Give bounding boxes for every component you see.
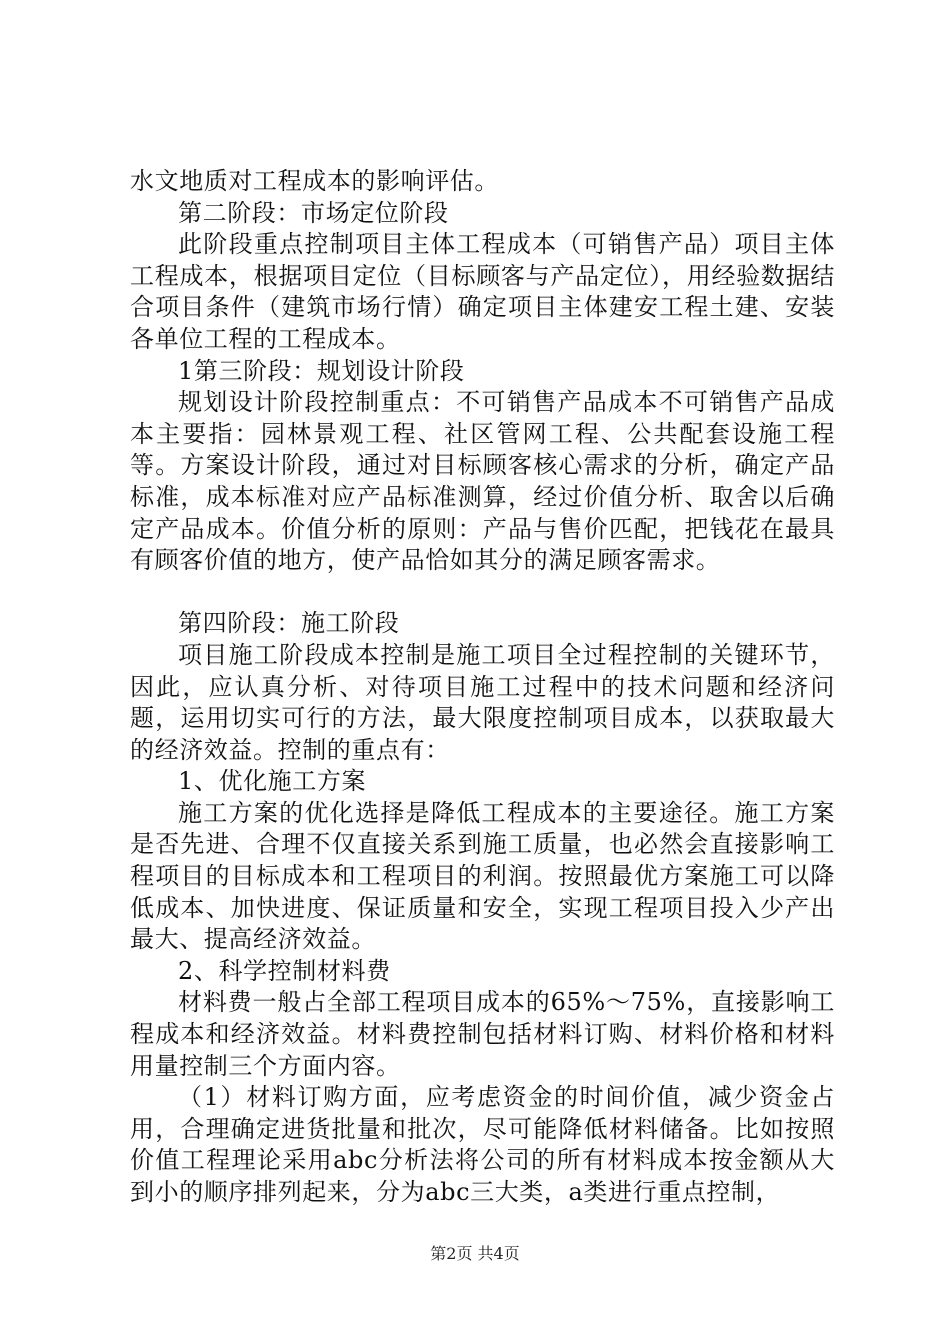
paragraph-stage-four: 项目施工阶段成本控制是施工项目全过程控制的关键环节，因此，应认真分析、对待项目施工过程中的技术问题和经济问题，运用切实可行的方法，最大限度控制项目成本，以获取最大的经济效益。控制的重点有： [130,640,835,764]
paragraph-stage-two: 此阶段重点控制项目主体工程成本（可销售产品）项目主体工程成本，根据项目定位（目标顾客与产品定位），用经验数据结合项目条件（建筑市场行情）确定项目主体建安工程土建、安装各单位工程的工程成本。 [130,230,835,353]
page-footer: 第2页 共4页 [430,1244,520,1263]
heading-material-cost: 2、科学控制材料费 [178,956,391,985]
heading-stage-two: 第二阶段：市场定位阶段 [178,198,449,227]
heading-stage-four: 第四阶段：施工阶段 [178,609,400,638]
document-body [130,166,835,1209]
paragraph-continuation: 水文地质对工程成本的影响评估。 [130,167,499,195]
paragraph-material-ordering: （1）材料订购方面，应考虑资金的时间价值，减少资金占用，合理确定进货批量和批次，尽可能降低材料储备。比如按照价值工程理论采用abc分析法将公司的所有材料成本按金额从大到小的顺序排列起来，分为abc三大类，a类进行重点控制， [130,1083,835,1206]
heading-optimize-plan: 1、优化施工方案 [178,767,367,796]
paragraph-material-cost: 材料费一般占全部工程项目成本的65%～75%，直接影响工程成本和经济效益。材料费控制包括材料订购、材料价格和材料用量控制三个方面内容。 [130,988,835,1080]
paragraph-stage-three: 规划设计阶段控制重点：不可销售产品成本不可销售产品成本主要指：园林景观工程、社区管网工程、公共配套设施工程等。方案设计阶段，通过对目标顾客核心需求的分析，确定产品标准，成本标准对应产品标准测算，经过价值分析、取舍以后确定产品成本。价值分析的原则：产品与售价匹配，把钱花在最具有顾客价值的地方，使产品恰如其分的满足顾客需求。 [130,388,835,575]
paragraph-optimize-plan: 施工方案的优化选择是降低工程成本的主要途径。施工方案是否先进、合理不仅直接关系到施工质量，也必然会直接影响工程项目的目标成本和工程项目的利润。按照最优方案施工可以降低成本、加快进度、保证质量和安全，实现工程项目投入少产出最大、提高经济效益。 [130,798,835,954]
heading-stage-three: 1第三阶段：规划设计阶段 [178,356,465,385]
